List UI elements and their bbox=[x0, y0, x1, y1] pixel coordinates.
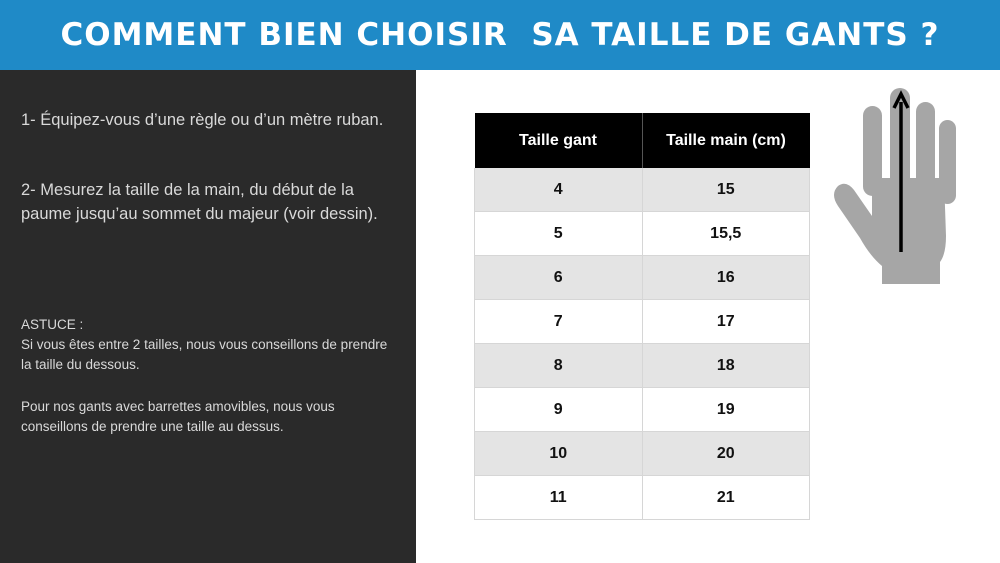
size-table bbox=[474, 113, 810, 520]
instructions-panel bbox=[0, 70, 416, 563]
hand-measure-icon bbox=[822, 86, 962, 286]
hand-size-cell: 17 bbox=[642, 300, 810, 344]
hand-size-cell: 16 bbox=[642, 256, 810, 300]
hand-size-cell: 21 bbox=[642, 476, 810, 520]
column-header-hand-size: Taille main (cm) bbox=[642, 113, 810, 168]
glove-size-cell: 4 bbox=[475, 168, 643, 212]
instruction-step-2: 2- Mesurez la taille de la main, du début de la paume jusqu’au sommet du majeur (voir dessin). bbox=[21, 181, 378, 223]
table-row bbox=[475, 212, 810, 256]
table-row bbox=[475, 256, 810, 300]
tip-text-2: Pour nos gants avec barrettes amovibles, nous vous conseillons de prendre une taille au dessus. bbox=[21, 399, 335, 434]
hand-size-cell: 15,5 bbox=[642, 212, 810, 256]
tip-text-1: Si vous êtes entre 2 tailles, nous vous conseillons de prendre la taille du dessous. bbox=[21, 337, 388, 372]
glove-size-cell: 11 bbox=[475, 476, 643, 520]
table-header-row bbox=[475, 113, 810, 168]
instruction-step-1: 1- Équipez-vous d’une règle ou d’un mètre ruban. bbox=[21, 111, 384, 129]
glove-size-cell: 7 bbox=[475, 300, 643, 344]
hand-silhouette bbox=[834, 88, 956, 284]
table-row bbox=[475, 168, 810, 212]
table-row bbox=[475, 300, 810, 344]
glove-size-cell: 9 bbox=[475, 388, 643, 432]
hand-size-cell: 18 bbox=[642, 344, 810, 388]
table-row bbox=[475, 432, 810, 476]
glove-size-cell: 10 bbox=[475, 432, 643, 476]
table-row bbox=[475, 476, 810, 520]
hand-size-cell: 19 bbox=[642, 388, 810, 432]
header-banner bbox=[0, 0, 1000, 70]
table-row bbox=[475, 344, 810, 388]
page-title: COMMENT BIEN CHOISIR SA TAILLE DE GANTS ? bbox=[60, 17, 940, 53]
glove-size-cell: 6 bbox=[475, 256, 643, 300]
glove-size-cell: 8 bbox=[475, 344, 643, 388]
hand-size-cell: 20 bbox=[642, 432, 810, 476]
hand-size-cell: 15 bbox=[642, 168, 810, 212]
table-row bbox=[475, 388, 810, 432]
column-header-glove-size: Taille gant bbox=[475, 113, 643, 168]
glove-size-cell: 5 bbox=[475, 212, 643, 256]
tip-title: ASTUCE : bbox=[21, 317, 84, 332]
